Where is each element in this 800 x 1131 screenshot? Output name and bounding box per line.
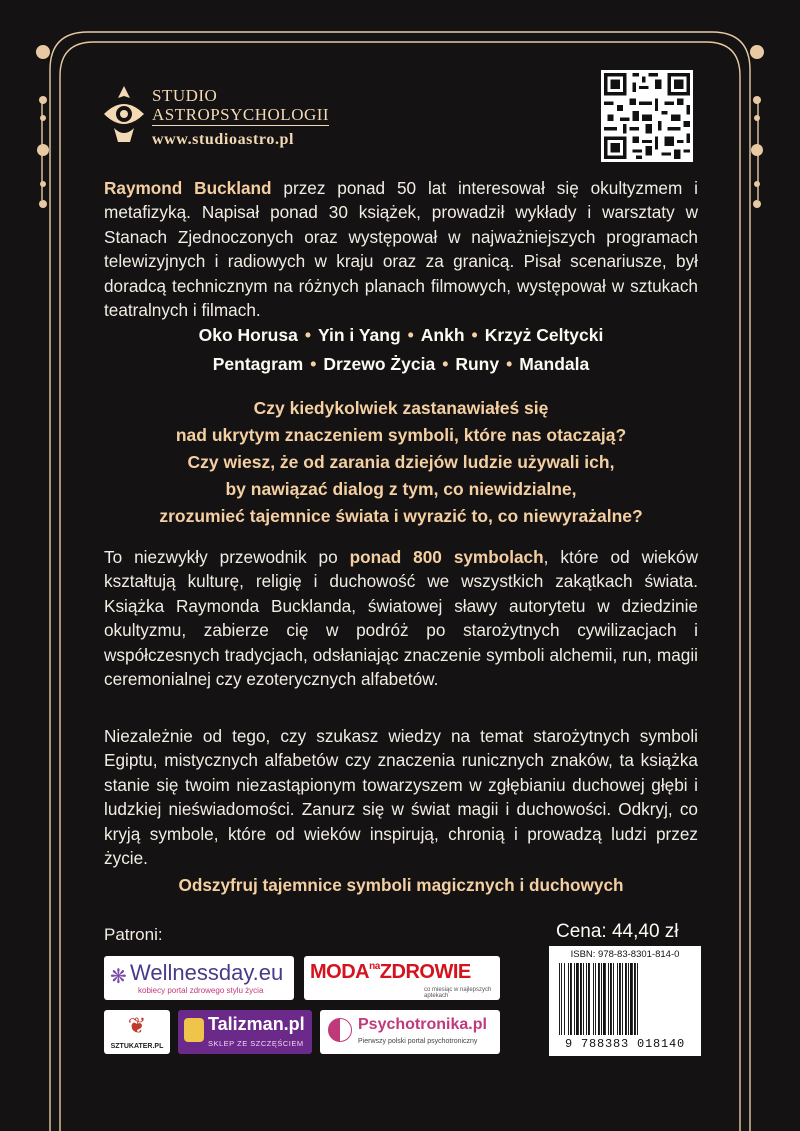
frame-dot [753, 200, 761, 208]
yin-yang-icon [328, 1018, 352, 1042]
publisher-website: www.studioastro.pl [152, 131, 295, 148]
isbn-text: ISBN: 978-83-8301-814-0 [570, 949, 680, 960]
barcode-bar [619, 963, 621, 1035]
isbn-barcode [549, 946, 701, 1056]
barcode-bar [561, 963, 562, 1035]
bullet-separator: • [310, 354, 317, 374]
bullet-separator: • [471, 325, 478, 345]
barcode-bar [603, 963, 606, 1035]
barcode-bar [568, 963, 569, 1035]
barcode-bar [580, 963, 582, 1035]
barcode-bar [570, 963, 572, 1035]
question-line: zrozumieć tajemnice świata i wyrazić to, co niewyrażalne? [159, 506, 643, 526]
barcode-bar [593, 963, 594, 1035]
keywords-row-2 [104, 350, 698, 379]
talizman-tagline: SKLEP ZE SZCZĘŚCIEM [208, 1039, 304, 1048]
psychotronika-name: Psychotronika.pl [358, 1016, 487, 1033]
description-paragraph-2: Niezależnie od tego, czy szukasz wiedzy na temat starożytnych symboli Egiptu, mistycznych alfabetów czy znaczenia runicznych znaków, ta książka stanie się twoim niezastąpionym towarzyszem w zgłębianiu duchowej głębi i ludzkiej nieświadomości. Zanurz się w świat magii i duchowości. Odkryj, co kryją symbole, które od wieków inspirują, chronią i prowadzą ludzi przez życie. [104, 726, 698, 869]
author-name: Raymond Buckland [104, 178, 272, 198]
bullet-separator: • [442, 354, 449, 374]
frame-dot [753, 96, 761, 104]
keywords-row-1 [104, 321, 698, 350]
barcode-bar [610, 963, 612, 1035]
barcode-bar [622, 963, 623, 1035]
barcode-bar [586, 963, 587, 1035]
barcode-bar [630, 963, 633, 1035]
barcode-icon [559, 963, 691, 1035]
description-paragraph-1 [104, 545, 698, 691]
barcode-bar [595, 963, 596, 1035]
frame-dot [39, 96, 47, 104]
barcode-digits: 9 788383 018140 [564, 1037, 686, 1051]
publisher-name-line2: ASTROPSYCHOLOGII [152, 105, 330, 124]
question-line: nad ukrytym znaczeniem symboli, które nas otaczają? [175, 425, 627, 445]
keyword: Yin i Yang [317, 325, 401, 345]
talizman-logo [178, 1010, 312, 1054]
barcode-bar [564, 963, 565, 1035]
moda-tagline: co miesiąc w najlepszych aptekach [424, 987, 492, 999]
sztukater-logo [104, 1010, 170, 1054]
barcode-bar [583, 963, 584, 1035]
barcode-bar [608, 963, 609, 1035]
frame-dot [36, 45, 50, 59]
barcode-bar [598, 963, 600, 1035]
talizman-name: Talizman.pl [208, 1014, 305, 1034]
ornament-icon: ❦ [127, 1013, 147, 1038]
moda-part3: ZDROWIE [379, 961, 471, 983]
frame-dot [39, 200, 47, 208]
psychotronika-logo [320, 1010, 500, 1054]
question-line: Czy kiedykolwiek zastanawiałeś się [253, 398, 549, 418]
moda-name [310, 961, 471, 984]
description-text: To niezwykły przewodnik po [104, 547, 350, 567]
question-line: Czy wiesz, że od zarania dziejów ludzie używali ich, [187, 452, 615, 472]
barcode-bar [617, 963, 618, 1035]
qr-code-icon [601, 70, 693, 162]
wellnessday-tagline: kobiecy portal zdrowego stylu życia [138, 986, 264, 995]
barcode-bar [559, 963, 560, 1035]
moda-na-zdrowie-logo [304, 956, 500, 1000]
keyword: Ankh [420, 325, 465, 345]
author-bio [104, 176, 698, 322]
price: Cena: 44,40 zł [556, 921, 679, 942]
barcode-bar [634, 963, 636, 1035]
talisman-icon [184, 1018, 204, 1042]
bullet-separator: • [304, 325, 311, 345]
moda-part1: MODA [310, 961, 370, 983]
description-text: , które od wieków kształtują kulturę, religię i duchowość we wszystkich zakątkach świata. Książka Raymonda Bucklanda, światowej sławy autorytetu w dziedzinie okultyzmu, zabierze cię w podróż po starożytnych cywilizacjach i współczesnych tradycjach, odsłaniając znaczenie symboli alchemii, run, magii ceremonialnej czy ezoterycznych alfabetów. [104, 547, 698, 690]
barcode-bar [628, 963, 629, 1035]
keyword: Oko Horusa [198, 325, 298, 345]
keyword: Krzyż Celtycki [484, 325, 604, 345]
frame-dot [37, 144, 49, 156]
barcode-bar [601, 963, 602, 1035]
barcode-bar [637, 963, 638, 1035]
frame-dot [40, 115, 46, 121]
patrons-label: Patroni: [104, 925, 163, 944]
wellnessday-logo [104, 956, 294, 1000]
frame-dot [750, 45, 764, 59]
publisher-brand [152, 86, 329, 151]
psychotronika-tagline: Pierwszy polski portal psychotroniczny [358, 1038, 478, 1045]
flower-icon: ❋ [110, 966, 127, 988]
bullet-separator: • [506, 354, 513, 374]
keyword: Pentagram [212, 354, 304, 374]
keyword: Runy [455, 354, 500, 374]
call-to-action: Odszyfruj tajemnice symboli magicznych i duchowych [178, 875, 624, 895]
keyword: Drzewo Życia [323, 354, 436, 374]
frame-dot [754, 181, 760, 187]
barcode-bar [588, 963, 590, 1035]
moda-part2: na [369, 961, 380, 972]
sztukater-name: SZTUKATER.PL [110, 1043, 164, 1050]
frame-dot [40, 181, 46, 187]
symbol-keywords [104, 321, 698, 379]
bullet-separator: • [407, 325, 414, 345]
author-bio-text: przez ponad 50 lat interesował się okultyzmem i metafizyką. Napisał ponad 30 książek, prowadził wykłady i warsztaty w Stanach Zjednoczonych oraz występował w najważniejszych programach telewizyjnych i radiowych w kraju oraz za granicą. Pisał scenariusze, był doradcą technicznym na różnych planach filmowych, występował w sztukach teatralnych i filmach. [104, 178, 698, 321]
highlight-symbol-count: ponad 800 symbolach [349, 547, 544, 567]
barcode-bar [576, 963, 579, 1035]
teaser-questions [104, 395, 698, 530]
keyword: Mandala [519, 354, 590, 374]
question-line: by nawiązać dialog z tym, co niewidzialne, [225, 479, 577, 499]
barcode-bar [625, 963, 627, 1035]
wellnessday-name: Wellnessday.eu [130, 960, 284, 985]
barcode-bar [613, 963, 614, 1035]
frame-dot [751, 144, 763, 156]
publisher-name-line1: STUDIO [152, 86, 218, 105]
frame-dot [754, 115, 760, 121]
publisher-eye-logo-icon [100, 84, 148, 146]
barcode-bar [574, 963, 575, 1035]
